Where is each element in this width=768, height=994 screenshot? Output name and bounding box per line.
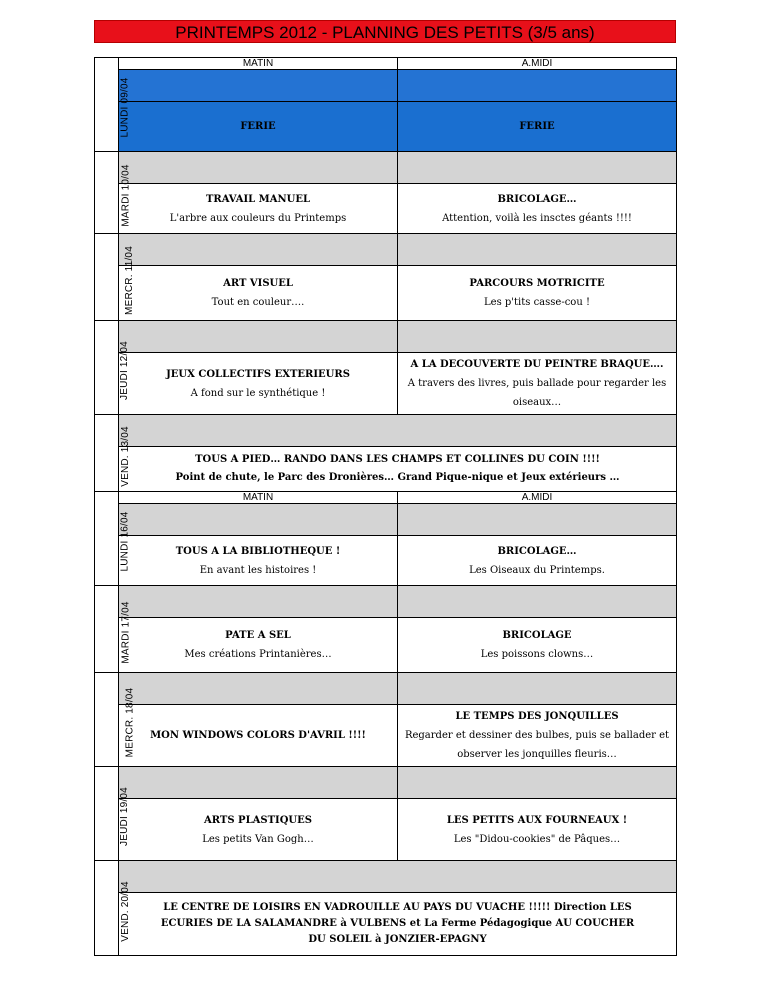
activity-cell: TRAVAIL MANUEL L'arbre aux couleurs du Printemps bbox=[119, 184, 398, 234]
day-label: VEND. 20/04 bbox=[95, 861, 119, 956]
day-label: MERCR. 11/04 bbox=[95, 234, 119, 321]
activity-cell: PARCOURS MOTRICITE Les p'tits casse-cou ! bbox=[398, 266, 677, 321]
activity-cell: LES PETITS AUX FOURNEAUX ! Les "Didou-cookies" de Pâques… bbox=[398, 799, 677, 861]
activity-cell: LE CENTRE DE LOISIRS EN VADROUILLE AU PAYS DU VUACHE !!!!! Direction LES ECURIES DE LA SALAMANDRE à VULBENS et La Ferme Pédagogique AU COUCHER DU SOLEIL à JONZIER-EPAGNY bbox=[119, 893, 677, 956]
day-label: JEUDI 19/04 bbox=[95, 767, 119, 861]
separator-row bbox=[119, 321, 398, 353]
activity-cell: FERIE bbox=[398, 102, 677, 152]
activity-cell: BRICOLAGE Les poissons clowns… bbox=[398, 618, 677, 673]
activity-cell: ARTS PLASTIQUES Les petits Van Gogh… bbox=[119, 799, 398, 861]
activity-cell: A LA DECOUVERTE DU PEINTRE BRAQUE…. A travers des livres, puis ballade pour regarder les oiseaux… bbox=[398, 353, 677, 415]
separator-row bbox=[119, 504, 398, 536]
column-header-afternoon: A.MIDI bbox=[398, 58, 677, 70]
day-label: VEND. 13/04 bbox=[95, 415, 119, 492]
separator-row bbox=[119, 234, 398, 266]
separator-row bbox=[398, 234, 677, 266]
day-label: MERCR. 18/04 bbox=[95, 673, 119, 767]
activity-cell: FERIE bbox=[119, 102, 398, 152]
separator-row bbox=[119, 767, 398, 799]
activity-cell: ART VISUEL Tout en couleur…. bbox=[119, 266, 398, 321]
separator-row bbox=[119, 673, 398, 705]
separator-row bbox=[119, 70, 398, 102]
column-header-morning: MATIN bbox=[119, 58, 398, 70]
separator-row bbox=[398, 152, 677, 184]
separator-row bbox=[398, 70, 677, 102]
separator-row bbox=[398, 321, 677, 353]
activity-cell: BRICOLAGE… Les Oiseaux du Printemps. bbox=[398, 536, 677, 586]
page-title: PRINTEMPS 2012 - PLANNING DES PETITS (3/5 ans) bbox=[94, 20, 676, 43]
activity-cell: TOUS A LA BIBLIOTHEQUE ! En avant les histoires ! bbox=[119, 536, 398, 586]
separator-row bbox=[398, 504, 677, 536]
column-header-afternoon: A.MIDI bbox=[398, 492, 677, 504]
separator-row bbox=[119, 152, 398, 184]
activity-cell: TOUS A PIED… RANDO DANS LES CHAMPS ET COLLINES DU COIN !!!! Point de chute, le Parc des Dronières… Grand Pique-nique et Jeux extérieurs … bbox=[119, 447, 677, 492]
activity-cell: MON WINDOWS COLORS D'AVRIL !!!! bbox=[119, 705, 398, 767]
separator-row bbox=[398, 673, 677, 705]
separator-row bbox=[119, 586, 398, 618]
activity-cell: JEUX COLLECTIFS EXTERIEURS A fond sur le synthétique ! bbox=[119, 353, 398, 415]
day-label: LUNDI 09/04 bbox=[95, 58, 119, 152]
separator-row bbox=[119, 861, 677, 893]
activity-cell: LE TEMPS DES JONQUILLES Regarder et dessiner des bulbes, puis se ballader et observer les jonquilles fleuris… bbox=[398, 705, 677, 767]
day-label: LUNDI 16/04 bbox=[95, 492, 119, 586]
activity-cell: PATE A SEL Mes créations Printanières… bbox=[119, 618, 398, 673]
column-header-morning: MATIN bbox=[119, 492, 398, 504]
day-label: MARDI 10/04 bbox=[95, 152, 119, 234]
separator-row bbox=[398, 767, 677, 799]
activity-cell: BRICOLAGE… Attention, voilà les insctes géants !!!! bbox=[398, 184, 677, 234]
day-label: MARDI 17/04 bbox=[95, 586, 119, 673]
planning-table bbox=[94, 57, 677, 956]
day-label: JEUDI 12/04 bbox=[95, 321, 119, 415]
separator-row bbox=[119, 415, 677, 447]
separator-row bbox=[398, 586, 677, 618]
